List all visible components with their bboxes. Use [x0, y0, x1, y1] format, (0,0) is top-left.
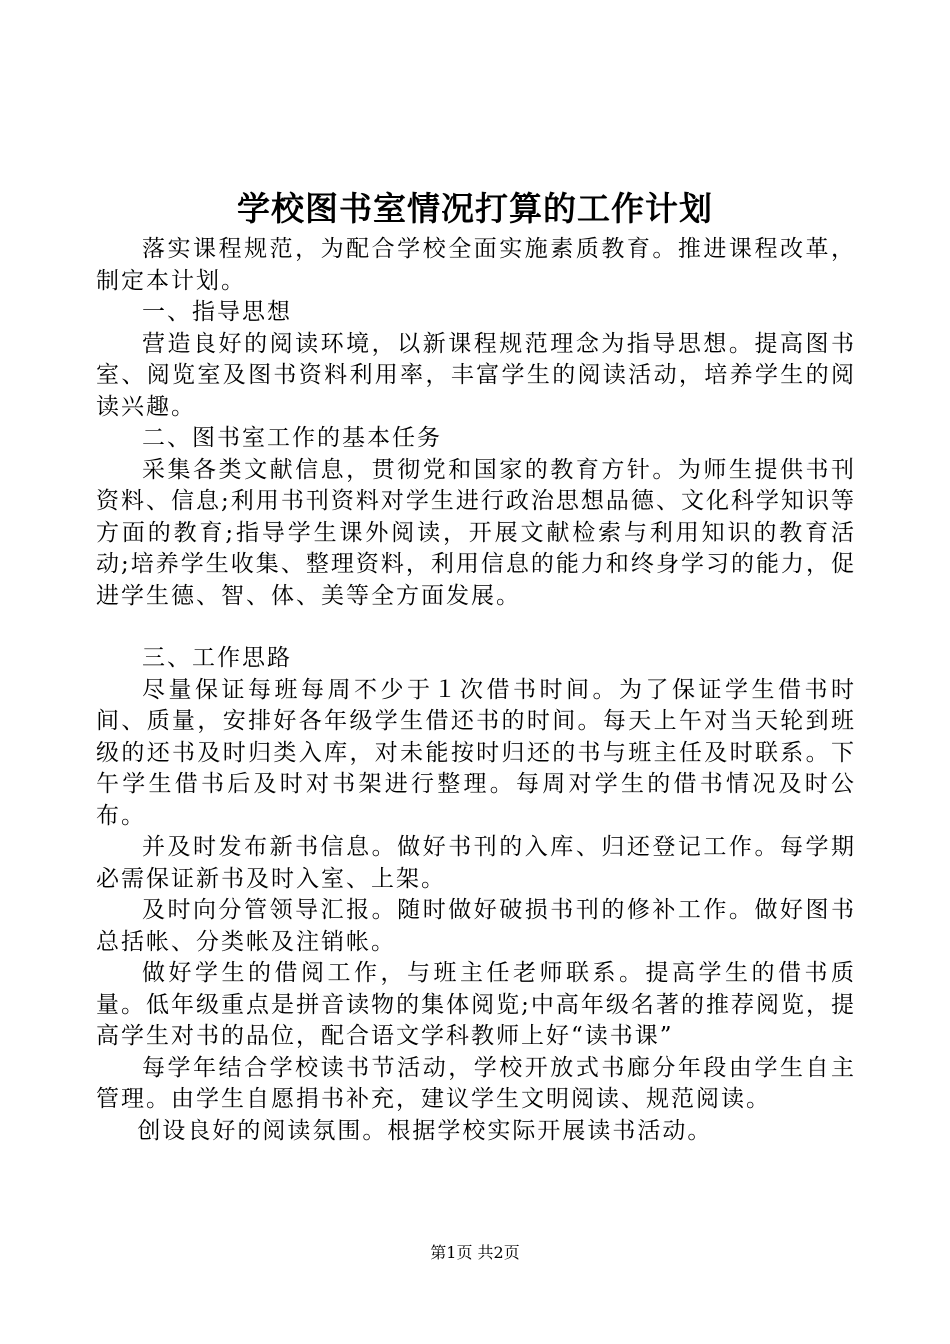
paragraph-report-repair: 及时向分管领导汇报。随时做好破损书刊的修补工作。做好图书总括帐、分类帐及注销帐。 [96, 897, 856, 955]
section-heading-work-ideas: 三、工作思路 [142, 645, 292, 671]
intro-paragraph: 落实课程规范，为配合学校全面实施素质教育。推进课程改革，制定本计划。 [96, 236, 856, 294]
page-footer: 第1页 共2页 [430, 1243, 520, 1262]
paragraph-new-books: 并及时发布新书信息。做好书刊的入库、归还登记工作。每学期必需保证新书及时入室、上架。 [96, 834, 856, 892]
paragraph-reading-festival: 每学年结合学校读书节活动，学校开放式书廊分年段由学生自主管理。由学生自愿捐书补充，建议学生文明阅读、规范阅读。 [96, 1054, 856, 1112]
paragraph-borrowing-time: 尽量保证每班每周不少于１次借书时间。为了保证学生借书时间、质量，安排好各年级学生借还书的时间。每天上午对当天轮到班级的还书及时归类入库，对未能按时归还的书与班主任及时联系。下午学生借书后及时对书架进行整理。每周对学生的借书情况及时公布。 [96, 676, 856, 829]
section-heading-guiding-ideology: 一、指导思想 [142, 299, 292, 325]
document-title: 学校图书室情况打算的工作计划 [237, 189, 713, 228]
paragraph-guiding-ideology: 营造良好的阅读环境，以新课程规范理念为指导思想。提高图书室、阅览室及图书资料利用率，丰富学生的阅读活动，培养学生的阅读兴趣。 [96, 330, 856, 420]
paragraph-reading-atmosphere: 创设良好的阅读氛围。根据学校实际开展读书活动。 [137, 1117, 713, 1144]
paragraph-basic-tasks: 采集各类文献信息，贯彻党和国家的教育方针。为师生提供书刊资料、信息;利用书刊资料对学生进行政治思想品德、文化科学知识等方面的教育;指导学生课外阅读，开展文献检索与利用知识的教育活动;培养学生收集、整理资料，利用信息的能力和终身学习的能力，促进学生德、智、体、美等全方面发展。 [96, 456, 856, 609]
section-heading-basic-tasks: 二、图书室工作的基本任务 [142, 425, 442, 451]
paragraph-student-reading: 做好学生的借阅工作，与班主任老师联系。提高学生的借书质量。低年级重点是拼音读物的集体阅览;中高年级名著的推荐阅览，提高学生对书的品位，配合语文学科教师上好“读书课” [96, 960, 856, 1049]
document-body [96, 234, 856, 1147]
